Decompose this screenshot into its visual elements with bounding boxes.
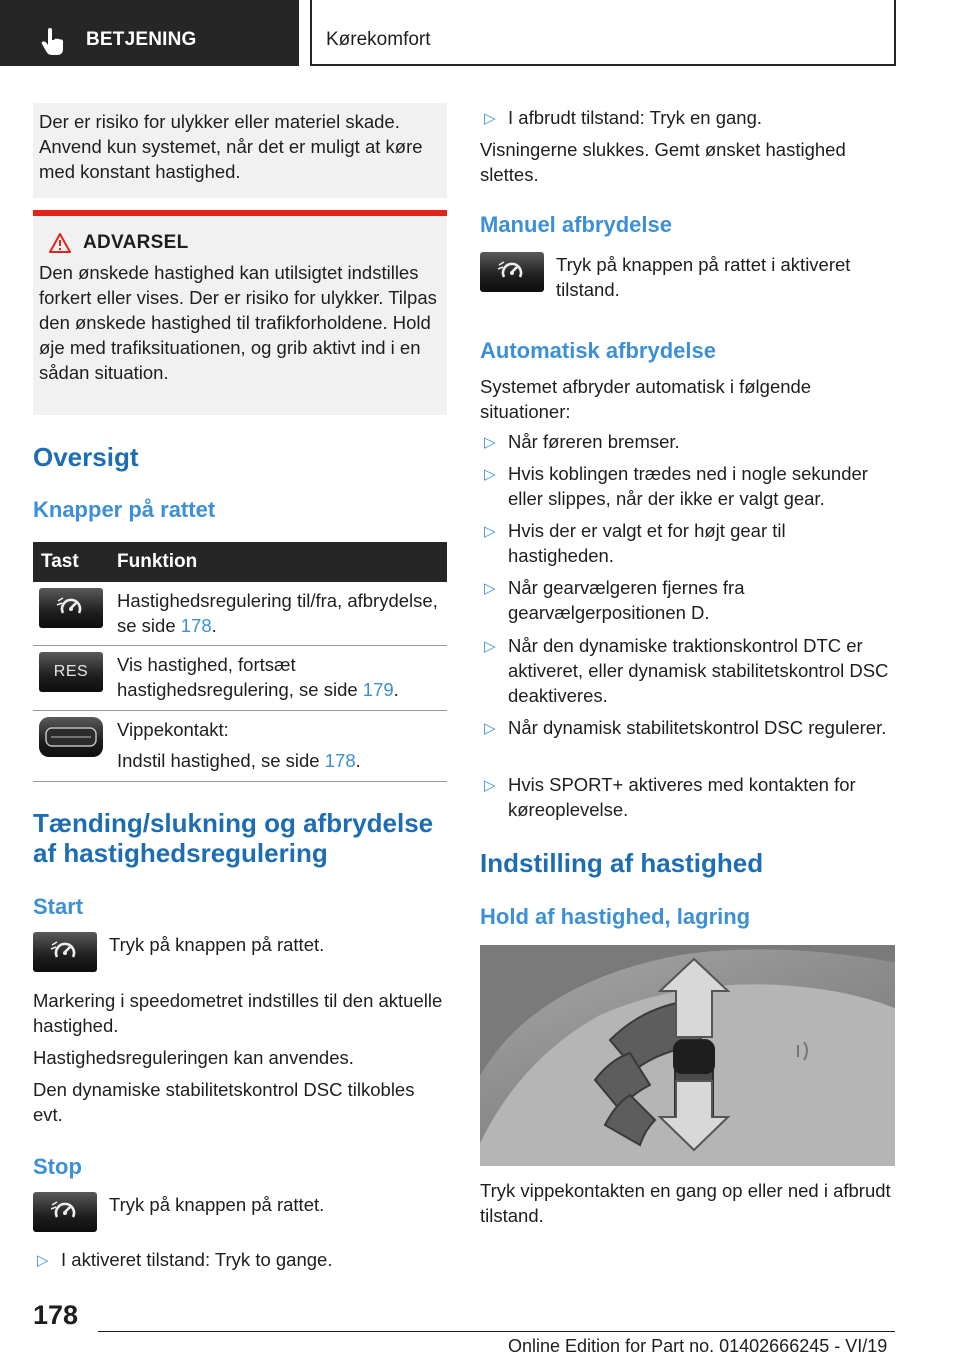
bullet-text: Når den dynamiske traktionskontrol DTC er aktiveret, eller dynamisk stabilitetskontrol DSC deaktiveres. bbox=[508, 635, 889, 706]
warning-text: Den ønskede hastighed kan utilsigtet indstilles forkert eller vises. Der er risiko for ulykker. Tilpas den ønskede hastighed til trafikforholdene. Hold øje med trafiksituationen, og grib aktivt ind i en sådan situation. bbox=[39, 262, 437, 383]
row1-page-link[interactable]: 178 bbox=[180, 615, 212, 636]
table-header-tast: Tast bbox=[41, 551, 79, 572]
table-header-funktion: Funktion bbox=[117, 551, 198, 572]
chapter-tab bbox=[310, 0, 896, 66]
bullet-text: I aktiveret tilstand: Tryk to gange. bbox=[61, 1249, 333, 1270]
heading-automatisk: Automatisk afbrydelse bbox=[480, 338, 716, 363]
start-instruction bbox=[33, 932, 324, 972]
list-item bbox=[480, 772, 895, 822]
list-item bbox=[480, 429, 895, 455]
bullet-triangle-icon: ▷ bbox=[484, 638, 496, 655]
row3-end: . bbox=[355, 750, 361, 771]
list-item bbox=[480, 633, 895, 708]
heading-taending: Tænding/slukning og afbrydelse af hastighedsregulering bbox=[33, 808, 434, 868]
steering-wheel-photo bbox=[480, 945, 895, 1166]
photo-caption: Tryk vippekontakten en gang op eller ned i afbrudt tilstand. bbox=[480, 1180, 891, 1226]
warning-triangle-icon bbox=[49, 233, 71, 253]
bullet-text: I afbrudt tilstand: Tryk en gang. bbox=[508, 107, 763, 128]
heading-hold: Hold af hastighed, lagring bbox=[480, 904, 751, 929]
cruise-control-button-icon bbox=[39, 588, 103, 628]
manuel-text: Tryk på knappen på rattet i aktiveret tilstand. bbox=[556, 254, 851, 300]
cruise-control-button-icon bbox=[480, 252, 544, 292]
para-visninger: Visningerne slukkes. Gemt ønsket hastighed slettes. bbox=[480, 139, 846, 185]
note-text: Der er risiko for ulykker eller materiel skade. Anvend kun systemet, når det er muligt at køre med konstant hastighed. bbox=[39, 111, 423, 182]
bullet-triangle-icon: ▷ bbox=[484, 777, 496, 794]
res-label: RES bbox=[53, 663, 89, 680]
table-header bbox=[33, 542, 447, 582]
row2-page-link[interactable]: 179 bbox=[362, 679, 394, 700]
warning-box bbox=[33, 210, 447, 415]
stop-text: Tryk på knappen på rattet. bbox=[109, 1194, 325, 1215]
cruise-control-button-icon bbox=[33, 932, 97, 972]
list-item bbox=[480, 461, 895, 511]
heading-start: Start bbox=[33, 894, 84, 919]
para-dsc: Den dynamiske stabilitetskontrol DSC tilkobles evt. bbox=[33, 1079, 415, 1125]
res-button-icon bbox=[39, 652, 103, 692]
cruise-control-button-icon bbox=[33, 1192, 97, 1232]
warning-title: ADVARSEL bbox=[83, 232, 189, 253]
list-item bbox=[480, 575, 895, 625]
buttons-table bbox=[33, 542, 447, 782]
bullet-triangle-icon: ▷ bbox=[484, 110, 496, 127]
row2-end: . bbox=[393, 679, 399, 700]
note-box bbox=[33, 103, 447, 198]
section-tab bbox=[0, 0, 299, 66]
stop-instruction bbox=[33, 1192, 324, 1232]
bullet-text: Når føreren bremser. bbox=[508, 431, 680, 452]
bullet-text: Hvis der er valgt et for højt gear til hastigheden. bbox=[508, 520, 786, 566]
bullet-text: Når gearvælgeren fjernes fra gearvælgerpositionen D. bbox=[508, 577, 745, 623]
section-title: BETJENING bbox=[86, 29, 197, 50]
table-row bbox=[33, 582, 447, 646]
heading-oversigt: Oversigt bbox=[33, 442, 139, 472]
bullet-text: Når dynamisk stabilitetskontrol DSC regulerer. bbox=[508, 717, 887, 738]
row1-end: . bbox=[211, 615, 217, 636]
row3-page-link[interactable]: 178 bbox=[324, 750, 356, 771]
steering-wheel-rocker-icon bbox=[480, 945, 895, 1166]
manuel-instruction bbox=[480, 252, 895, 302]
bullet-triangle-icon: ▷ bbox=[484, 580, 496, 597]
page-number: 178 bbox=[33, 1300, 79, 1330]
heading-manuel: Manuel afbrydelse bbox=[480, 212, 672, 237]
para-anvendes: Hastighedsreguleringen kan anvendes. bbox=[33, 1047, 354, 1068]
bullet-triangle-icon: ▷ bbox=[37, 1252, 49, 1269]
row1-text: Hastighedsregulering til/fra, afbrydelse, se side bbox=[117, 590, 438, 636]
table-row bbox=[33, 646, 447, 711]
list-item bbox=[480, 715, 895, 741]
para-markering: Markering i speedometret indstilles til den aktuelle hastighed. bbox=[33, 990, 443, 1036]
row3-text1: Vippekontakt: bbox=[117, 719, 229, 740]
list-item bbox=[33, 1247, 447, 1273]
footer-edition: Online Edition for Part no. 01402666245 - VI/19 bbox=[508, 1336, 888, 1356]
bullet-triangle-icon: ▷ bbox=[484, 523, 496, 540]
hand-pointer-icon bbox=[40, 28, 64, 56]
heading-stop: Stop bbox=[33, 1154, 82, 1179]
table-row bbox=[33, 711, 447, 782]
para-auto-intro: Systemet afbryder automatisk i følgende situationer: bbox=[480, 376, 812, 422]
bullet-triangle-icon: ▷ bbox=[484, 434, 496, 451]
list-item bbox=[480, 518, 895, 568]
chapter-title: Kørekomfort bbox=[326, 29, 431, 50]
bullet-triangle-icon: ▷ bbox=[484, 466, 496, 483]
row3-text: Indstil hastighed, se side bbox=[117, 750, 325, 771]
bullet-text: Hvis SPORT+ aktiveres med kontakten for køreoplevelse. bbox=[508, 774, 856, 820]
footer-divider bbox=[98, 1331, 895, 1332]
bullet-text: Hvis koblingen trædes ned i nogle sekunder eller slippes, når der ikke er valgt gear. bbox=[508, 463, 868, 509]
heading-knapper: Knapper på rattet bbox=[33, 497, 216, 522]
page-header bbox=[0, 0, 960, 66]
warning-header bbox=[49, 232, 439, 254]
rocker-switch-icon bbox=[39, 717, 103, 757]
heading-indstilling: Indstilling af hastighed bbox=[480, 848, 764, 878]
bullet-triangle-icon: ▷ bbox=[484, 720, 496, 737]
row2-text: Vis hastighed, fortsæt hastighedsregulering, se side bbox=[117, 654, 363, 700]
list-item bbox=[480, 105, 895, 131]
start-text: Tryk på knappen på rattet. bbox=[109, 934, 325, 955]
